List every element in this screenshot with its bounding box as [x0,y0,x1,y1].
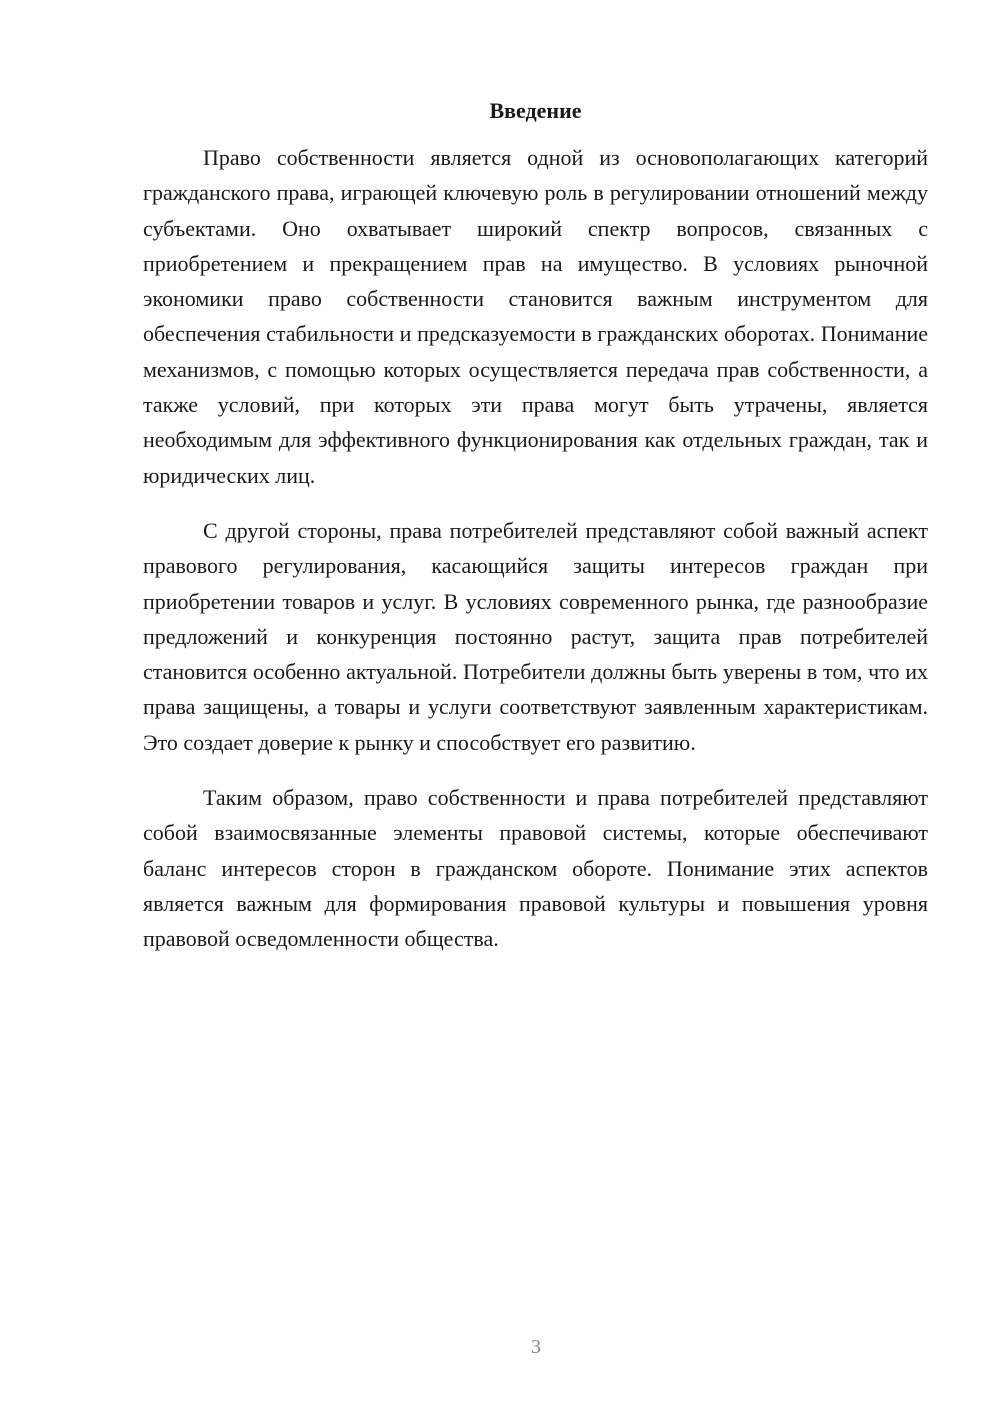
paragraph-3: Таким образом, право собственности и права потребителей представляют собой взаимосвязанные элементы правовой системы, которые обеспечивают баланс интересов сторон в гражданском обороте. Понимание этих аспектов является важным для формирования правовой культуры и повышения уровня правовой осведомленности общества. [143,785,928,952]
section-heading: Введение [489,98,582,123]
paragraph-2: С другой стороны, права потребителей представляют собой важный аспект правового регулирования, касающийся защиты интересов граждан при приобретении товаров и услуг. В условиях современного рынка, где разнообразие предложений и конкуренция постоянно растут, защита прав потребителей становится особенно актуальной. Потребители должны быть уверены в том, что их права защищены, а товары и услуги соответствуют заявленным характеристикам. Это создает доверие к рынку и способствует его развитию. [143,517,928,755]
page-number: 3 [531,1336,541,1358]
page-content [143,96,928,977]
paragraph-1: Право собственности является одной из основополагающих категорий гражданского права, играющей ключевую роль в регулировании отношений между субъектами. Оно охватывает широкий спектр вопросов, связанных с приобретением и прекращением прав на имущество. В условиях рыночной экономики право собственности становится важным инструментом для обеспечения стабильности и предсказуемости в гражданских оборотах. Понимание механизмов, с помощью которых осуществляется передача прав собственности, а также условий, при которых эти права могут быть утрачены, является необходимым для эффективного функционирования как отдельных граждан, так и юридических лиц. [143,145,928,488]
